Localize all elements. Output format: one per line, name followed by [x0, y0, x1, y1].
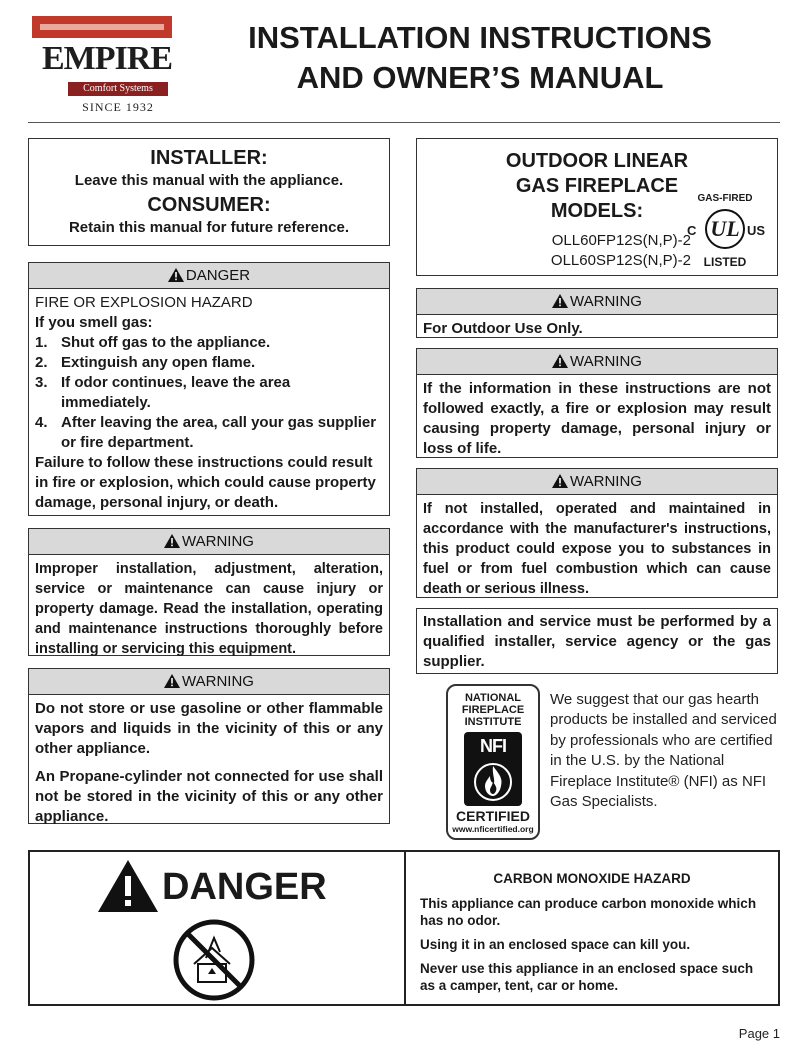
- ul-us-text: US: [746, 223, 765, 238]
- step-text: Shut off gas to the appliance.: [61, 334, 271, 351]
- consumer-text: Retain this manual for future reference.: [68, 219, 350, 236]
- ul-top-text: GAS-FIRED: [697, 193, 753, 204]
- warning-triangle-icon: [552, 354, 568, 368]
- danger-step: [35, 333, 383, 353]
- fire-danger-box: [28, 262, 390, 516]
- page-number: Page 1: [738, 1026, 780, 1041]
- flame-icon: [473, 758, 513, 802]
- warning-text: If the information in these instructions are not followed exactly, a fire or explosion may result causing property damage, personal injury or loss of life.: [423, 380, 771, 457]
- warning-triangle-icon: [552, 474, 568, 488]
- nfi-logo-text: NFI: [480, 736, 506, 756]
- page-title: [180, 18, 780, 98]
- step-text: If odor continues, leave the area immediately.: [61, 374, 291, 411]
- ul-circle-logo: UL: [705, 209, 745, 249]
- danger-header: [29, 263, 389, 289]
- warning-text: For Outdoor Use Only.: [423, 320, 583, 337]
- danger-title: DANGER: [162, 866, 327, 908]
- step-text: After leaving the area, call your gas supplier or fire department.: [61, 414, 377, 451]
- co-paragraph-1: This appliance can produce carbon monoxide which has no odor.: [420, 896, 757, 928]
- flammable-vapors-warning: [28, 668, 390, 824]
- model-number: OLL60FP12S(N,P)-2: [551, 232, 691, 249]
- step-number: 2.: [35, 354, 48, 371]
- model-list: [551, 231, 691, 271]
- danger-steps: [35, 333, 383, 453]
- warning-body: [29, 695, 389, 831]
- logo-word: EMPIRE: [42, 40, 172, 77]
- ul-listed-mark: [685, 193, 765, 269]
- nfi-name-line: FIREPLACE: [461, 704, 525, 716]
- step-number: 1.: [35, 334, 48, 351]
- title-line-2: AND OWNER’S MANUAL: [296, 60, 664, 95]
- install-text: Installation and service must be performed by a qualified installer, service agency or the gas supplier.: [423, 613, 771, 670]
- qualified-installer-box: [416, 608, 778, 674]
- product-line-1: OUTDOOR LINEAR: [505, 150, 689, 172]
- co-paragraph-2: Using it in an enclosed space can kill you.: [420, 937, 691, 952]
- installer-heading: INSTALLER:: [150, 147, 268, 169]
- information-warning: [416, 348, 778, 458]
- no-enclosed-space-icon: [172, 918, 256, 1002]
- warning-header-label: WARNING: [570, 353, 642, 370]
- substances-warning: [416, 468, 778, 598]
- empire-logo: [32, 16, 172, 120]
- ul-c-text: C: [687, 223, 697, 238]
- danger-intro: If you smell gas:: [35, 314, 153, 331]
- danger-graphic-panel: [30, 852, 406, 1004]
- co-heading: CARBON MONOXIDE HAZARD: [493, 871, 691, 886]
- nfi-name: [448, 692, 538, 728]
- header-divider: [28, 122, 780, 123]
- product-line-3: MODELS:: [550, 200, 644, 222]
- warning-text-1: Do not store or use gasoline or other flammable vapors and liquids in the vicinity of this or any other appliance.: [35, 700, 383, 757]
- logo-band: [32, 16, 172, 38]
- nfi-url: www.nficertified.org: [452, 824, 534, 834]
- warning-header: [29, 669, 389, 695]
- warning-text: If not installed, operated and maintained in accordance with the manufacturer's instructions, this product could expose you to substances in fuel or from fuel combustion which can cause death or serious illness.: [423, 501, 771, 597]
- co-paragraph-3: Never use this appliance in an enclosed space such as a camper, tent, car or home.: [420, 961, 754, 993]
- danger-header-label: DANGER: [185, 267, 251, 284]
- warning-triangle-icon: [552, 294, 568, 308]
- step-number: 4.: [35, 414, 48, 431]
- logo-tagline: Comfort Systems: [68, 82, 168, 96]
- danger-footer: Failure to follow these instructions could result in fire or explosion, which could cause property damage, personal injury, or death.: [35, 454, 376, 511]
- warning-header: [417, 349, 777, 375]
- models-box: [416, 138, 778, 276]
- logo-since: SINCE 1932: [82, 100, 154, 114]
- danger-body: [29, 289, 389, 517]
- nfi-certified-badge: [446, 684, 540, 840]
- outdoor-use-warning: [416, 288, 778, 338]
- nfi-name-line: INSTITUTE: [464, 716, 522, 728]
- hazard-title: FIRE OR EXPLOSION HAZARD: [35, 294, 253, 311]
- installer-consumer-box: [28, 138, 390, 246]
- nfi-logo: [464, 732, 522, 806]
- warning-triangle-icon: [164, 674, 180, 688]
- nfi-name-line: NATIONAL: [464, 692, 521, 704]
- nfi-certified-text: CERTIFIED: [456, 808, 530, 824]
- warning-header: [29, 529, 389, 555]
- warning-header: [417, 469, 777, 495]
- danger-step: [35, 373, 383, 413]
- warning-text-2: An Propane-cylinder not connected for use shall not be stored in the vicinity of this or any other appliance.: [35, 768, 383, 825]
- danger-triangle-icon: [98, 860, 158, 912]
- carbon-monoxide-danger: [28, 850, 780, 1006]
- step-text: Extinguish any open flame.: [61, 354, 256, 371]
- ul-bottom-text: LISTED: [703, 255, 747, 269]
- title-line-1: INSTALLATION INSTRUCTIONS: [248, 20, 712, 55]
- warning-triangle-icon: [164, 534, 180, 548]
- warning-header-label: WARNING: [570, 293, 642, 310]
- product-line-2: GAS FIREPLACE: [515, 175, 679, 197]
- step-number: 3.: [35, 374, 48, 391]
- warning-text: Improper installation, adjustment, alteration, service or maintenance can cause injury or property damage. Read the installation, operating and maintenance instructions thoroughly before installing or servicing this equipment.: [35, 561, 383, 657]
- warning-header: [417, 289, 777, 315]
- danger-step: [35, 413, 383, 453]
- warning-header-label: WARNING: [182, 533, 254, 550]
- improper-installation-warning: [28, 528, 390, 656]
- warning-triangle-icon: [168, 268, 184, 282]
- installer-text: Leave this manual with the appliance.: [74, 172, 344, 189]
- warning-header-label: WARNING: [570, 473, 642, 490]
- warning-header-label: WARNING: [182, 673, 254, 690]
- model-number: OLL60SP12S(N,P)-2: [550, 252, 691, 269]
- danger-step: [35, 353, 383, 373]
- co-danger-text: [420, 870, 764, 1001]
- nfi-recommendation: We suggest that our gas hearth products be installed and serviced by professionals who are certified in the U.S. by the National Fireplace Institute® (NFI) as NFI Gas Specialists.: [550, 691, 777, 811]
- consumer-heading: CONSUMER:: [147, 194, 271, 216]
